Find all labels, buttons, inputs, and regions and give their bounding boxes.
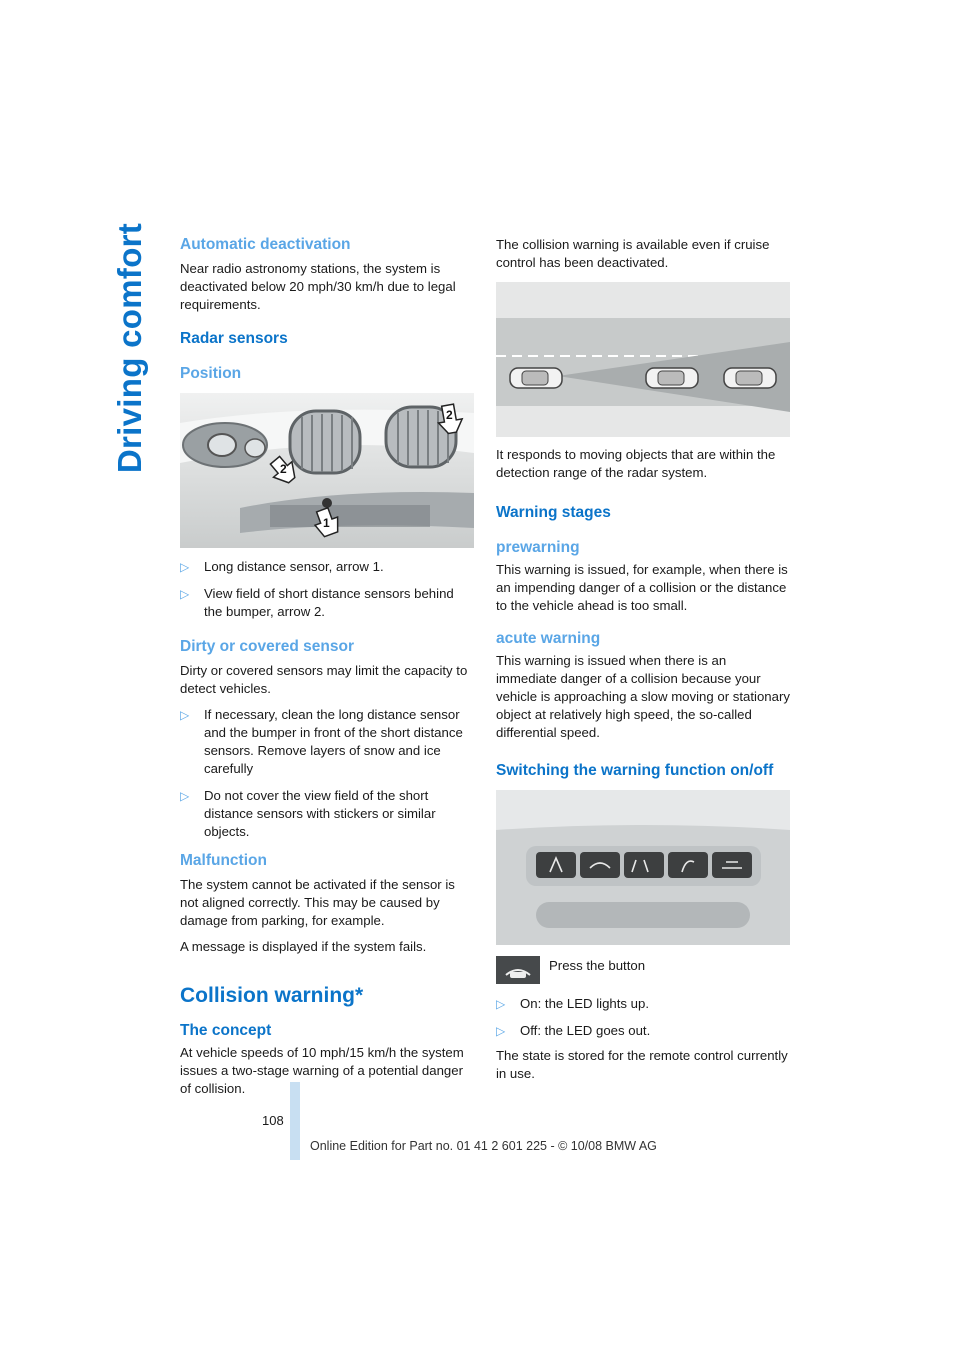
acute-warning-heading: acute warning — [496, 630, 601, 647]
footer-bar — [290, 1082, 300, 1160]
bullet-arrow-icon: ▷ — [496, 997, 506, 1011]
concept-heading: The concept — [180, 1022, 272, 1039]
bullet-item: ▷ Do not cover the view field of the short distance sensors with stickers or similar objects. — [180, 788, 436, 839]
bullet-arrow-icon: ▷ — [180, 708, 190, 722]
auto-deactivation-text: Near radio astronomy stations, the system is deactivated below 20 mph/30 km/h due to legal requirements. — [180, 261, 456, 312]
callout-2b: 2 — [446, 408, 453, 422]
dirty-sensor-text: Dirty or covered sensors may limit the capacity to detect vehicles. — [180, 663, 468, 696]
button-row — [536, 852, 752, 878]
collision-warning-icon — [496, 956, 540, 984]
panel-button — [712, 852, 752, 878]
state-text: The state is stored for the remote control currently in use. — [496, 1048, 788, 1081]
warning-stages-heading: Warning stages — [496, 504, 611, 521]
side-title-text: Driving comfort — [111, 222, 148, 474]
bullet-item: ▷ Off: the LED goes out. — [496, 1023, 651, 1038]
switching-heading: Switching the warning function on/off — [496, 762, 774, 779]
position-bullets — [180, 558, 474, 621]
car-front-illustration — [180, 393, 474, 548]
malfunction-heading: Malfunction — [180, 852, 267, 869]
responds-section — [496, 446, 790, 482]
auto-deactivation-heading: Automatic deactivation — [180, 236, 351, 253]
radar-range-illustration — [496, 282, 790, 437]
malfunction-section — [180, 852, 474, 956]
footer-text: Online Edition for Part no. 01 41 2 601 225 - © 10/08 BMW AG — [310, 1139, 657, 1153]
bullet-item: ▷ Long distance sensor, arrow 1. — [180, 559, 384, 574]
dirty-sensor-section — [180, 638, 474, 841]
car-front-figure — [180, 393, 474, 548]
dirty-sensor-heading: Dirty or covered sensor — [180, 638, 355, 655]
callout-2a: 2 — [280, 462, 287, 476]
warning-stages-section — [496, 504, 790, 742]
malfunction-text: The system cannot be activated if the sensor is not aligned correctly. This may be caused by damage from parking, for example. — [180, 877, 455, 928]
collision-warning-button-icon — [496, 956, 540, 984]
panel-button — [624, 852, 664, 878]
acute-warning-text: This warning is issued when there is an immediate danger of a collision because your vehicle is approaching a slow moving or stationary object at relatively high speed, the so-called differential speed. — [496, 653, 790, 740]
car-icon — [724, 368, 776, 388]
panel-button — [580, 852, 620, 878]
auto-deactivation-section — [180, 236, 474, 314]
collision-warning-section — [180, 984, 474, 1098]
car-icon — [510, 368, 562, 388]
bullet-arrow-icon: ▷ — [496, 1024, 506, 1038]
prewarning-text: This warning is issued, for example, when there is an impending danger of a collision or the distance to the vehicle ahead is too small. — [496, 562, 788, 613]
intro-text: The collision warning is available even if cruise control has been deactivated. — [496, 237, 770, 270]
panel-button — [668, 852, 708, 878]
bullet-item: ▷ If necessary, clean the long distance sensor and the bumper in front of the short distance sensors. Remove layers of snow and ice carefully — [180, 707, 463, 776]
radar-sensors-heading: Radar sensors — [180, 330, 288, 347]
page-number: 108 — [262, 1113, 284, 1128]
malfunction-text-2: A message is displayed if the system fails. — [180, 939, 427, 954]
bullet-arrow-icon: ▷ — [180, 587, 190, 601]
car-icon — [646, 368, 698, 388]
callout-1: 1 — [323, 516, 330, 530]
press-button-text: Press the button — [549, 958, 646, 973]
side-title — [106, 222, 154, 474]
switching-section — [496, 762, 790, 780]
radar-sensors-section — [180, 330, 474, 383]
bullet-item: ▷ On: the LED lights up. — [496, 996, 650, 1011]
button-panel-illustration — [496, 790, 790, 945]
intro-section — [496, 236, 790, 272]
switching-bullets — [496, 995, 790, 1083]
responds-text: It responds to moving objects that are within the detection range of the radar system. — [496, 447, 776, 480]
panel-button — [536, 852, 576, 878]
button-panel-figure — [496, 790, 790, 945]
bullet-arrow-icon: ▷ — [180, 560, 190, 574]
bullet-arrow-icon: ▷ — [180, 789, 190, 803]
collision-warning-heading: Collision warning* — [180, 984, 364, 1007]
prewarning-heading: prewarning — [496, 539, 580, 556]
position-heading: Position — [180, 365, 242, 382]
concept-text: At vehicle speeds of 10 mph/15 km/h the system issues a two-stage warning of a potential danger of collision. — [180, 1045, 464, 1096]
bullet-item: ▷ View field of short distance sensors behind the bumper, arrow 2. — [180, 586, 454, 619]
radar-range-figure — [496, 282, 790, 437]
